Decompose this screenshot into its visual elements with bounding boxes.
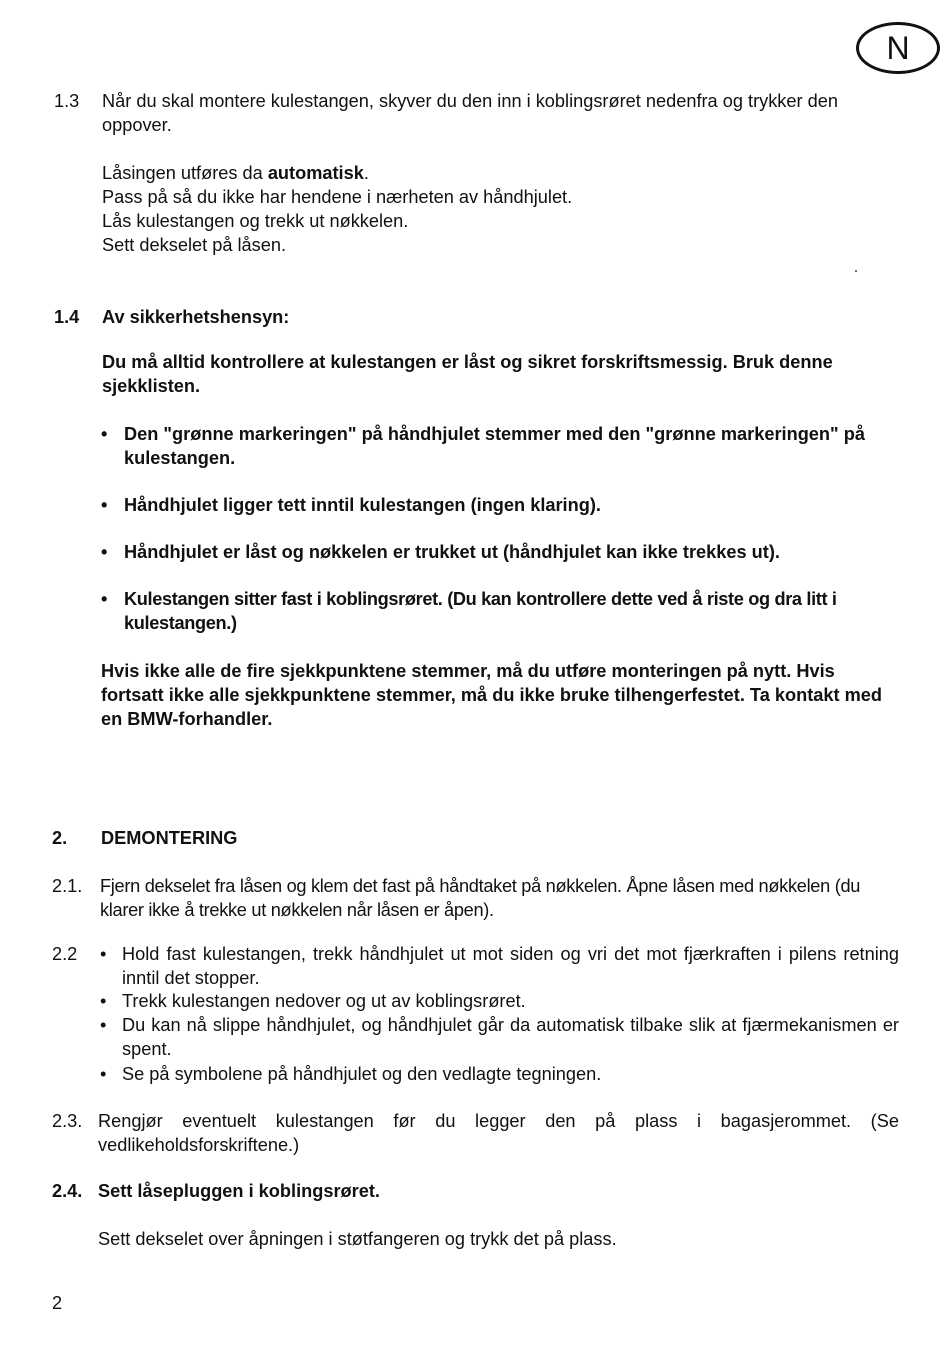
checklist-item-3: Håndhjulet er låst og nøkkelen er trukket ut (håndhjulet kan ikke trekkes ut). [124,542,780,562]
lock-prefix: Låsingen utføres da [102,163,268,183]
section-1-3-line3: Lås kulestangen og trekk ut nøkkelen. [102,211,409,231]
section-2-heading: DEMONTERING [101,828,238,848]
section-2-4-text: Sett dekselet over åpningen i støtfangeren og trykk det på plass. [98,1229,617,1249]
section-1-4-warning: Hvis ikke alle de fire sjekkpunktene stemmer, må du utføre monteringen på nytt. Hvis fortsatt ikke alle sjekkpunktene stemmer, må du ikke bruke tilhengerfestet. Ta kontakt med en BMW-forhandler. [101,661,882,729]
bullet-marker: • [100,991,107,1011]
section-number-1-4: 1.4 [54,307,80,327]
checklist-item-4: Kulestangen sitter fast i koblingsrøret. (Du kan kontrollere dette ved å riste og dra litt i kulestangen.) [124,589,837,633]
lock-bold: automatisk [267,163,364,183]
section-number-1-3: 1.3 [54,91,80,111]
bullet-marker: • [100,1064,107,1084]
section-1-3-para: Når du skal montere kulestangen, skyver du den inn i koblingsrøret nedenfra og trykker den oppover. [102,91,838,135]
section-1-4-heading: Av sikkerhetshensyn: [102,307,290,327]
demount-step-2: Trekk kulestangen nedover og ut av koblingsrøret. [122,991,526,1011]
bullet-marker: • [101,589,108,609]
page-number: 2 [52,1293,63,1313]
language-badge-label: N [886,30,910,66]
section-number-2-2: 2.2 [52,944,78,964]
section-1-3-body [102,89,902,257]
bullet-marker: • [101,495,108,515]
section-2-1-text: Fjern dekselet fra låsen og klem det fast på håndtaket på nøkkelen. Åpne låsen med nøkkelen (du klarer ikke å trekke ut nøkkelen når låsen er åpen). [100,876,861,920]
demount-step-1: Hold fast kulestangen, trekk håndhjulet ut mot siden og vri det mot fjærkraften i pilens retning inntil det stopper. [122,944,899,988]
bullet-marker: • [100,944,107,964]
language-badge [856,22,940,74]
scan-speck [855,270,857,272]
section-1-3-line4: Sett dekselet på låsen. [102,235,287,255]
bullet-marker: • [100,1015,107,1035]
section-number-2-1: 2.1. [52,876,83,896]
section-1-3-lock-line [102,161,902,185]
demount-step-3: Du kan nå slippe håndhjulet, og håndhjulet går da automatisk tilbake slik at fjærmekanismen er spent. [122,1015,899,1059]
bullet-marker: • [101,542,108,562]
checklist-item-1: Den "grønne markeringen" på håndhjulet stemmer med den "grønne markeringen" på kulestangen. [124,424,865,468]
section-1-3-line2: Pass på så du ikke har hendene i nærheten av håndhjulet. [102,187,573,207]
section-number-2: 2. [52,828,68,848]
bullet-marker: • [101,424,108,444]
section-2-4-heading: Sett låsepluggen i koblingsrøret. [98,1181,380,1201]
section-1-4-intro: Du må alltid kontrollere at kulestangen er låst og sikret forskriftsmessig. Bruk denne sjekklisten. [102,352,833,396]
demount-step-4: Se på symbolene på håndhjulet og den vedlagte tegningen. [122,1064,602,1084]
checklist-item-2: Håndhjulet ligger tett inntil kulestangen (ingen klaring). [124,495,601,515]
section-number-2-4: 2.4. [52,1181,83,1201]
lock-suffix: . [363,163,369,183]
section-2-3-text: Rengjør eventuelt kulestangen før du legger den på plass i bagasjerommet. (Se vedlikeholdsforskriftene.) [98,1111,899,1155]
section-number-2-3: 2.3. [52,1111,83,1131]
